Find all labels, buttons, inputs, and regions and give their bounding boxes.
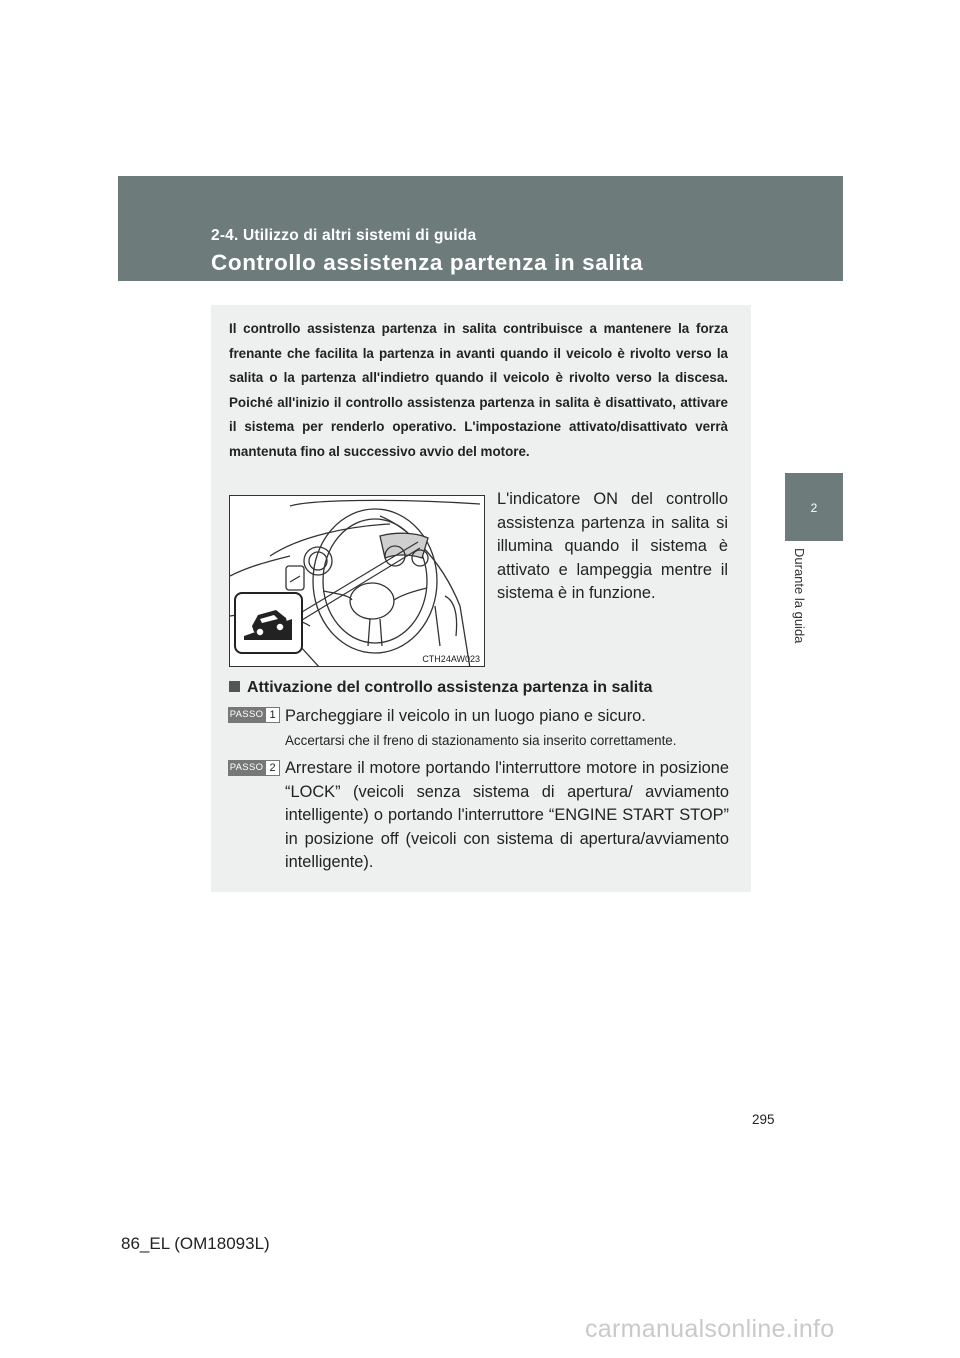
chapter-number: 2 (810, 501, 818, 515)
dashboard-illustration (229, 495, 485, 667)
page-number: 295 (752, 1112, 775, 1127)
chapter-label: Durante la guida (792, 548, 807, 644)
step-1-note: Accertarsi che il freno di stazionamento sia inserito correttamente. (285, 733, 677, 748)
chapter-tab (785, 473, 843, 541)
indicator-description: L'indicatore ON del controllo assistenza partenza in salita si illumina quando il sistema è attivato e lampeggia mentre il sistema è in funzione. (497, 490, 728, 603)
subheading-text: Attivazione del controllo assistenza partenza in salita (247, 679, 653, 696)
steering-wheel-illustration (230, 496, 485, 667)
step-badge-number: 1 (265, 707, 280, 723)
page-title: Controllo assistenza partenza in salita (211, 250, 644, 275)
step-1-text: Parcheggiare il veicolo in un luogo piano e sicuro. (285, 707, 646, 725)
figure-code: CTH24AW023 (422, 654, 480, 664)
section-label: 2-4. Utilizzo di altri sistemi di guida (211, 227, 477, 244)
step-2-text: Arrestare il motore portando l'interruttore motore in posizione “LOCK” (veicoli senza sistema di apertura/ avviamento intelligente) o portando l'interruttore “ENGINE START STOP” in posizione off (veicoli con sistema di apertura/avviamento intelligente). (285, 759, 729, 872)
square-bullet-icon (229, 681, 240, 692)
subheading (229, 679, 729, 697)
step-badge-number: 2 (265, 760, 280, 776)
intro-paragraph: Il controllo assistenza partenza in salita contribuisce a mantenere la forza frenante che facilita la partenza in avanti quando il veicolo è rivolto verso la salita o la partenza all'indietro quando il veicolo è rivolto verso la discesa. Poiché all'inizio il controllo assistenza partenza in salita è disattivato, attivare il sistema per renderlo operativo. L'impostazione attivato/disattivato verrà mantenuta fino al successivo avvio del motore. (229, 321, 728, 459)
step-2-badge (228, 760, 280, 776)
step-badge-label: PASSO (228, 760, 265, 776)
step-1-badge (228, 707, 280, 723)
step-badge-label: PASSO (228, 707, 265, 723)
document-code: 86_EL (OM18093L) (121, 1234, 270, 1253)
watermark: carmanualsonline.info (585, 1315, 835, 1343)
